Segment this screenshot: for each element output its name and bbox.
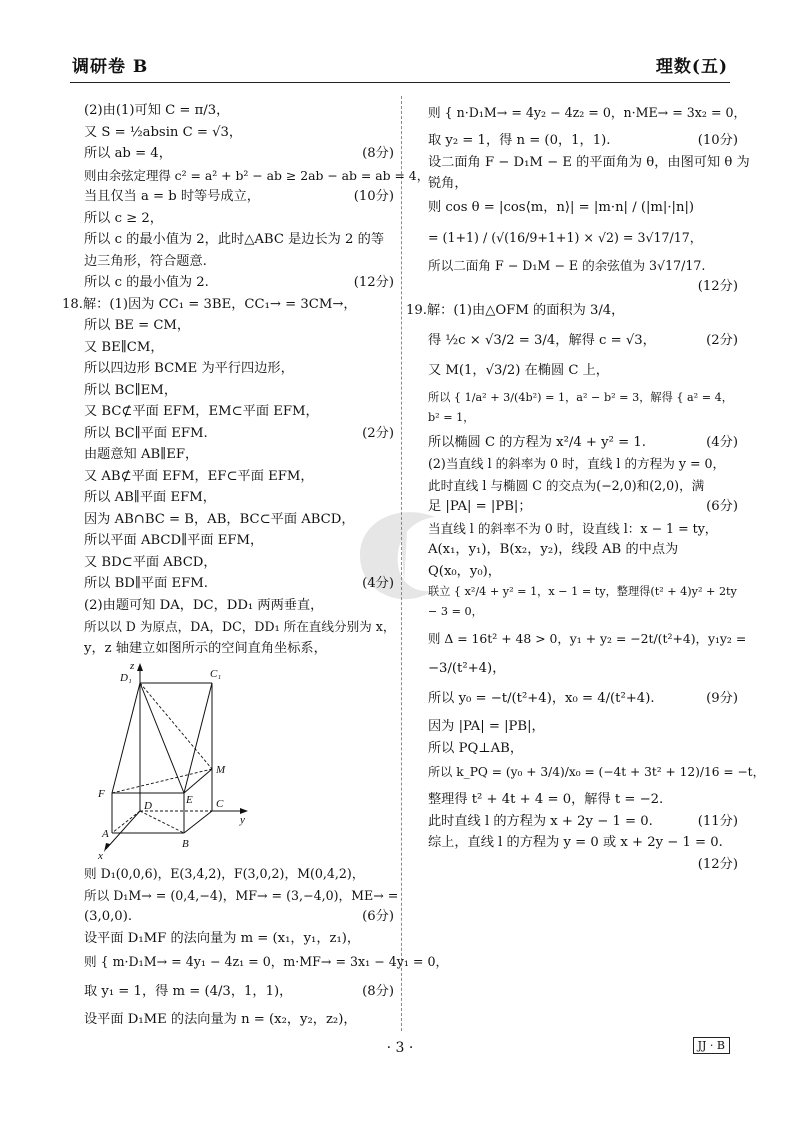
text-line: 所以 c 的最小值为 2. (84, 275, 209, 290)
text-line: 则 { m·D₁M→ = 4y₁ − 4z₁ = 0，m·MF→ = 3x₁ − 4y₁ = 0， (84, 954, 449, 969)
text-line: 因为 |PA| = |PB|， (428, 719, 545, 734)
score-label: (10分) (697, 133, 738, 148)
text-line: 则 cos θ = |cos⟨m，n⟩| = |m·n| / (|m|·|n|) (428, 199, 695, 215)
text-line: 锐角， (428, 176, 468, 191)
text-line: 当且仅当 a = b 时等号成立， (84, 189, 260, 204)
text-line: 取 y₁ = 1，得 m = (4/3，1，1)， (84, 984, 293, 999)
text-line: 此时直线 l 与椭圆 C 的交点为(−2,0)和(2,0)，满 (428, 477, 705, 493)
text-line: 当直线 l 的斜率不为 0 时，设直线 l：x − 1 = ty， (428, 520, 718, 536)
text-line: 因为 AB∩BC = B，AB，BC⊂平面 ABCD， (84, 511, 355, 527)
text-line: = (1+1) / (√(16/9+1+1) × √2) = 3√17/17， (428, 229, 703, 245)
text-line: (2)由(1)可知 C = π/3， (84, 103, 230, 118)
text-line: 则 { n·D₁M→ = 4y₂ − 4z₂ = 0，n·ME→ = 3x₂ = 0， (428, 105, 747, 120)
score-label: (12分) (353, 275, 394, 290)
text-line: 所以以 D 为原点，DA，DC，DD₁ 所在直线分别为 x， (84, 619, 396, 634)
text-line: 所以 c 的最小值为 2，此时△ABC 是边长为 2 的等 (84, 232, 385, 247)
text-line: 所以 BC∥EM， (84, 382, 178, 398)
text-line: 所以 ab = 4， (84, 146, 172, 161)
text-line: 综上，直线 l 的方程为 y = 0 或 x + 2y − 1 = 0. (428, 835, 723, 850)
text-line: 所以平面 ABCD∥平面 EFM， (84, 533, 264, 548)
footer-code: JJ · B (693, 1037, 730, 1054)
cuboid-figure (98, 660, 272, 862)
text-line: 整理得 t² + 4t + 4 = 0，解得 t = −2. (428, 792, 664, 807)
score-label: (6分) (362, 909, 394, 924)
text-line: 又 BE∥CM， (84, 339, 164, 355)
text-line: −3/(t²+4)， (428, 661, 506, 676)
text-line: 取 y₂ = 1，得 n = (0，1，1). (428, 133, 611, 148)
text-line: 又 S = ½absin C = √3， (84, 124, 243, 140)
text-line: 所以 D₁M→ = (0,4,−4)，MF→ = (3,−4,0)，ME→ = (84, 887, 399, 903)
vertex-label: D (144, 800, 152, 812)
text-line: A(x₁，y₁)，B(x₂，y₂)，线段 AB 的中点为 (428, 542, 679, 557)
text-line: 所以四边形 BCME 为平行四边形， (84, 361, 294, 376)
vertex-label: C (216, 798, 224, 810)
vertex-label: F (98, 788, 105, 800)
score-label: (9分) (706, 691, 738, 706)
header-rule (70, 82, 730, 83)
axis-label-y: y (240, 814, 245, 826)
score-label: (12分) (697, 856, 738, 872)
text-line: 又 M(1，√3/2) 在椭圆 C 上， (428, 362, 609, 378)
text-line: 所以 BE = CM， (84, 318, 191, 333)
text-line: 所以 AB∥平面 EFM， (84, 490, 216, 505)
text-line: 则由余弦定理得 c² = a² + b² − ab ≥ 2ab − ab = ab = 4， (84, 167, 430, 183)
score-label: (4分) (362, 576, 394, 591)
text-line: 则 Δ = 16t² + 48 > 0，y₁ + y₂ = −2t/(t²+4)，y₁y₂ = (428, 631, 747, 646)
score-label: (8分) (362, 146, 394, 161)
text-line: 设平面 D₁MF 的法向量为 m = (x₁，y₁，z₁)， (84, 930, 361, 946)
text-line: 所以 BD∥平面 EFM. (84, 576, 208, 591)
score-label: (6分) (706, 499, 738, 514)
right-column (406, 100, 765, 875)
text-line: 此时直线 l 的方程为 x + 2y − 1 = 0. (428, 813, 653, 829)
vertex-label: B (182, 838, 189, 850)
axis-label-z: z (130, 660, 135, 672)
text-line: 19.解：(1)由△OFM 的面积为 3/4， (406, 302, 625, 318)
score-label: (10分) (353, 189, 394, 204)
text-line: (3,0,0). (84, 909, 133, 924)
text-line: 所以 c ≥ 2， (84, 210, 163, 226)
vertex-label: D₁ (120, 672, 132, 684)
text-line: 所以 k_PQ = (y₀ + 3/4)/x₀ = (−4t + 3t² + 12)/16 = −t， (428, 765, 765, 779)
text-line: 又 BD⊂平面 ABCD， (84, 554, 217, 570)
text-line: 由题意知 AB∥EF， (84, 447, 199, 462)
text-line: 联立 { x²/4 + y² = 1，x − 1 = ty，整理得(t² + 4)y² + 2ty − 3 = 0， (428, 585, 737, 618)
text-line: (2)当直线 l 的斜率为 0 时，直线 l 的方程为 y = 0， (428, 456, 726, 471)
text-line: 则 D₁(0,0,6)，E(3,4,2)，F(3,0,2)，M(0,4,2)， (84, 866, 365, 881)
text-line: 所以 y₀ = −t/(t²+4)，x₀ = 4/(t²+4). (428, 691, 655, 706)
text-line: (2)由题可知 DA，DC，DD₁ 两两垂直， (84, 597, 324, 613)
header-right: 理数(五) (655, 57, 728, 77)
text-line: 设二面角 F − D₁M − E 的平面角为 θ，由图可知 θ 为 (428, 154, 750, 170)
score-label: (11分) (697, 813, 738, 829)
axis-label-x: x (98, 850, 103, 862)
text-line: 设平面 D₁ME 的法向量为 n = (x₂，y₂，z₂)， (84, 1012, 357, 1027)
text-line: 18.解：(1)因为 CC₁ = 3BE，CC₁→ = 3CM→， (62, 296, 357, 312)
score-label: (12分) (697, 279, 738, 294)
vertex-label: E (186, 794, 193, 806)
text-line: 得 ½c × √3/2 = 3/4，解得 c = √3， (428, 332, 656, 348)
text-line: 所以 { 1/a² + 3/(4b²) = 1，a² − b² = 3，解得 { a² = 4，b² = 1， (428, 390, 733, 424)
text-line: 所以椭圆 C 的方程为 x²/4 + y² = 1. (428, 434, 646, 450)
text-line: 所以 PQ⊥AB， (428, 740, 524, 756)
text-line: 所以二面角 F − D₁M − E 的余弦值为 3√17/17. (428, 257, 706, 273)
vertex-label: A (102, 828, 109, 840)
score-label: (2分) (362, 425, 394, 441)
vertex-label: C₁ (210, 668, 222, 680)
vertex-label: M (216, 764, 226, 776)
header-left: 调研卷 B (72, 57, 149, 77)
text-line: 又 BC⊄平面 EFM，EM⊂平面 EFM， (84, 404, 319, 419)
score-label: (8分) (362, 984, 394, 999)
score-label: (4分) (706, 434, 738, 450)
text-line: Q(x₀，y₀)， (428, 563, 501, 579)
text-line: 足 |PA| = |PB|； (428, 499, 532, 514)
text-line: 边三角形，符合题意. (84, 253, 207, 269)
score-label: (2分) (706, 332, 738, 348)
page-number: · 3 · (386, 1040, 414, 1056)
text-line: y，z 轴建立如图所示的空间直角坐标系， (84, 640, 327, 656)
text-line: 又 AB⊄平面 EFM，EF⊂平面 EFM， (84, 468, 314, 484)
text-line: 所以 BC∥平面 EFM. (84, 425, 208, 441)
